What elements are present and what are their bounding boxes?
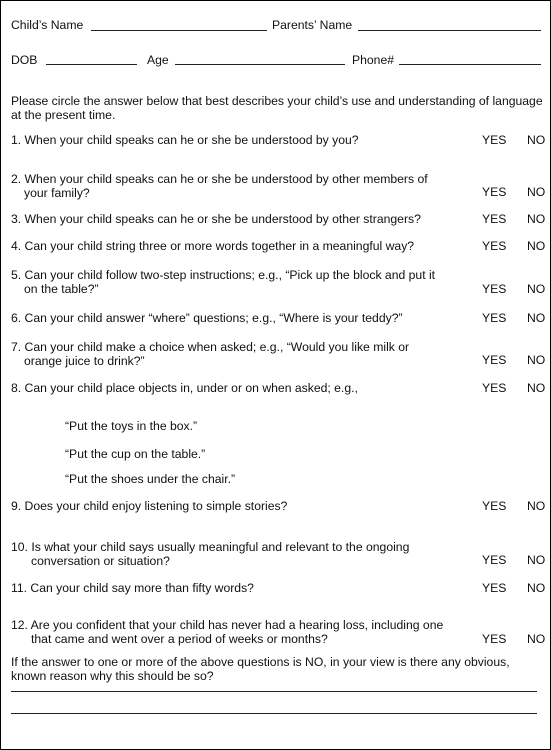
answer-line-2[interactable] bbox=[11, 713, 537, 714]
q7-yes-option[interactable]: YES bbox=[482, 353, 507, 367]
q4-yes-option[interactable]: YES bbox=[482, 239, 507, 253]
question-6 bbox=[11, 311, 451, 325]
q5-yes-option[interactable]: YES bbox=[482, 282, 507, 296]
q11-yes-option[interactable]: YES bbox=[482, 581, 507, 595]
footer-question: If the answer to one or more of the above questions is NO, in your view is there any obvious, known reason why this should be so? bbox=[11, 655, 510, 683]
question-7-text: 7. Can your child make a choice when asked; e.g., “Would you like milk or bbox=[11, 340, 410, 354]
example-2: “Put the cup on the table.” bbox=[65, 447, 206, 461]
q2-no-option[interactable]: NO bbox=[527, 185, 546, 199]
phone-label: Phone# bbox=[352, 53, 395, 67]
q10-no-option[interactable]: NO bbox=[527, 553, 546, 567]
q8-yes-option[interactable]: YES bbox=[482, 381, 507, 395]
question-2 bbox=[11, 172, 451, 200]
question-10-text: 10. Is what your child says usually meaningful and relevant to the ongoing bbox=[11, 540, 410, 554]
q4-no-option[interactable]: NO bbox=[527, 239, 546, 253]
question-4 bbox=[11, 239, 451, 253]
question-10 bbox=[11, 540, 451, 568]
question-5-text: 5. Can your child follow two-step instructions; e.g., “Pick up the block and put it bbox=[11, 268, 436, 282]
question-9 bbox=[11, 499, 451, 513]
age-field[interactable] bbox=[175, 64, 345, 65]
dob-field[interactable] bbox=[46, 64, 137, 65]
q12-no-option[interactable]: NO bbox=[527, 632, 546, 646]
q5-no-option[interactable]: NO bbox=[527, 282, 546, 296]
dob-label: DOB bbox=[11, 53, 38, 67]
q9-no-option[interactable]: NO bbox=[527, 499, 546, 513]
q8-no-option[interactable]: NO bbox=[527, 381, 546, 395]
question-8-text: 8. Can your child place objects in, under or on when asked; e.g., bbox=[11, 381, 358, 395]
question-12-text-cont: that came and went over a period of weeks or months? bbox=[31, 632, 328, 646]
q11-no-option[interactable]: NO bbox=[527, 581, 546, 595]
question-7-text-cont: orange juice to drink?” bbox=[24, 354, 145, 368]
question-3-text: 3. When your child speaks can he or she be understood by other strangers? bbox=[11, 212, 421, 226]
phone-field[interactable] bbox=[399, 64, 541, 65]
question-10-text-cont: conversation or situation? bbox=[31, 554, 170, 568]
q12-yes-option[interactable]: YES bbox=[482, 632, 507, 646]
example-1: “Put the toys in the box.” bbox=[65, 419, 198, 433]
question-2-text: 2. When your child speaks can he or she be understood by other members of bbox=[11, 172, 428, 186]
question-12-text: 12. Are you confident that your child has never had a hearing loss, including one bbox=[11, 618, 444, 632]
example-3: “Put the shoes under the chair.” bbox=[65, 472, 236, 486]
q10-yes-option[interactable]: YES bbox=[482, 553, 507, 567]
age-label: Age bbox=[147, 53, 169, 67]
question-7 bbox=[11, 340, 451, 368]
q3-yes-option[interactable]: YES bbox=[482, 212, 507, 226]
q1-yes-option[interactable]: YES bbox=[482, 133, 507, 147]
question-11 bbox=[11, 581, 451, 595]
parents-name-label: Parents’ Name bbox=[272, 18, 353, 32]
q7-no-option[interactable]: NO bbox=[527, 353, 546, 367]
q9-yes-option[interactable]: YES bbox=[482, 499, 507, 513]
question-11-text: 11. Can your child say more than fifty words? bbox=[11, 581, 254, 595]
question-1-text: 1. When your child speaks can he or she be understood by you? bbox=[11, 133, 359, 147]
q2-yes-option[interactable]: YES bbox=[482, 185, 507, 199]
question-9-text: 9. Does your child enjoy listening to simple stories? bbox=[11, 499, 288, 513]
q6-yes-option[interactable]: YES bbox=[482, 311, 507, 325]
question-4-text: 4. Can your child string three or more words together in a meaningful way? bbox=[11, 239, 415, 253]
question-12 bbox=[11, 618, 451, 646]
question-1 bbox=[11, 133, 451, 147]
question-6-text: 6. Can your child answer “where” questions; e.g., “Where is your teddy?” bbox=[11, 311, 403, 325]
childs-name-field[interactable] bbox=[91, 30, 267, 31]
instructions: Please circle the answer below that best describes your child’s use and understanding of language at the present time. bbox=[11, 94, 543, 122]
question-5-text-cont: on the table?” bbox=[24, 282, 99, 296]
question-3 bbox=[11, 212, 451, 226]
question-2-text-cont: your family? bbox=[24, 186, 90, 200]
childs-name-label: Child’s Name bbox=[11, 18, 84, 32]
q3-no-option[interactable]: NO bbox=[527, 212, 546, 226]
answer-line-1[interactable] bbox=[11, 691, 537, 692]
question-8 bbox=[11, 381, 451, 395]
parents-name-field[interactable] bbox=[358, 30, 541, 31]
q6-no-option[interactable]: NO bbox=[527, 311, 546, 325]
question-5 bbox=[11, 268, 451, 296]
q1-no-option[interactable]: NO bbox=[527, 133, 546, 147]
